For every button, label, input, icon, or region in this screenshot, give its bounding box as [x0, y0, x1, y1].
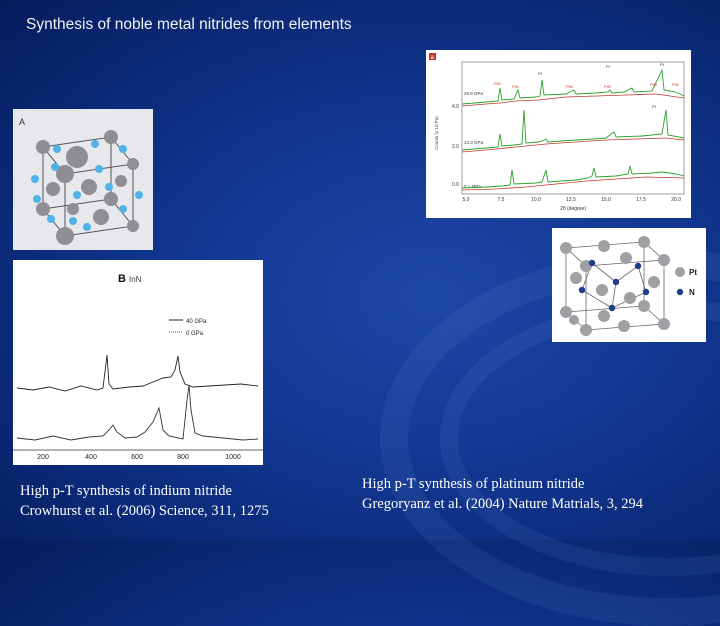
- caption-indium-nitride: [20, 481, 269, 521]
- indium-nitride-raman-spectrum: [13, 260, 263, 465]
- panel-label-a: A: [19, 117, 26, 127]
- peak-label: Pt: [606, 64, 610, 69]
- x-tick-label: 5.0: [462, 197, 470, 203]
- peak-label: PtN: [650, 82, 657, 87]
- caption-title: High p-T synthesis of platinum nitride: [362, 476, 585, 492]
- peak-label: PtN: [566, 84, 573, 89]
- x-tick-label: 10.0: [531, 197, 541, 203]
- x-tick-label: 17.5: [636, 197, 646, 203]
- platinum-nitride-structure-image: [552, 228, 706, 342]
- x-tick-label: 400: [85, 454, 97, 461]
- pressure-label: 13.3 GPa: [464, 140, 484, 145]
- xrd-pattern-13.3gpa: [462, 110, 684, 150]
- legend-pt-label: Pt: [689, 268, 697, 277]
- panel-label-c: a: [430, 55, 434, 61]
- panel-b-sublabel: InN: [129, 275, 142, 284]
- peak-label: PtN: [494, 81, 501, 86]
- pressure-label: 29.9 GPa: [464, 91, 484, 96]
- x-tick-label: 600: [131, 454, 143, 461]
- xrd-pattern-29.9gpa-fit: [462, 94, 684, 106]
- x-axis-label: 2θ (degree): [560, 206, 586, 212]
- slide-title: Synthesis of noble metal nitrides from elements: [26, 16, 352, 33]
- caption-reference: Crowhurst et al. (2006) Science, 311, 1275: [20, 503, 269, 519]
- caption-platinum-nitride: [362, 474, 643, 514]
- legend-n-marker: [677, 289, 683, 295]
- peak-label: PtN: [604, 84, 611, 89]
- caption-title: High p-T synthesis of indium nitride: [20, 483, 232, 499]
- y-axis-label: Counts (x 10 Pa): [434, 116, 439, 150]
- x-tick-label: 20.0: [671, 197, 681, 203]
- pressure-label: 0.1 MPa: [464, 184, 481, 189]
- x-tick-label: 7.5: [497, 197, 505, 203]
- x-tick-label: 800: [177, 454, 189, 461]
- legend-pt-marker: [675, 267, 685, 277]
- x-tick-label: 12.5: [566, 197, 576, 203]
- peak-label: Pt: [538, 71, 542, 76]
- legend-40gpa: 40 GPa: [186, 319, 207, 325]
- y-tick-label: 4.0: [452, 104, 459, 110]
- x-tick-label: 15.0: [601, 197, 611, 203]
- y-tick-label: 0.0: [452, 182, 459, 188]
- peak-label: Pt: [660, 62, 664, 67]
- caption-reference: Gregoryanz et al. (2004) Nature Matrials, 3, 294: [362, 496, 644, 512]
- panel-label-b: B: [118, 273, 126, 285]
- x-tick-label: 1000: [225, 454, 241, 461]
- spectrum-0gpa: [17, 385, 258, 440]
- peak-label: Pt: [652, 104, 656, 109]
- xrd-pattern-29.9gpa: [462, 70, 684, 104]
- peak-label: PtN: [672, 82, 679, 87]
- spectrum-40gpa: [17, 355, 258, 391]
- indium-nitride-structure-image: [13, 109, 153, 250]
- peak-label: PtN: [512, 84, 519, 89]
- legend-0gpa: 0 GPa: [186, 331, 204, 337]
- y-tick-label: 2.0: [452, 144, 459, 150]
- xrd-pattern-0.1mpa-fit: [462, 177, 684, 190]
- x-tick-label: 200: [37, 454, 49, 461]
- legend-n-label: N: [689, 288, 695, 297]
- platinum-nitride-xrd-pattern: [426, 50, 691, 218]
